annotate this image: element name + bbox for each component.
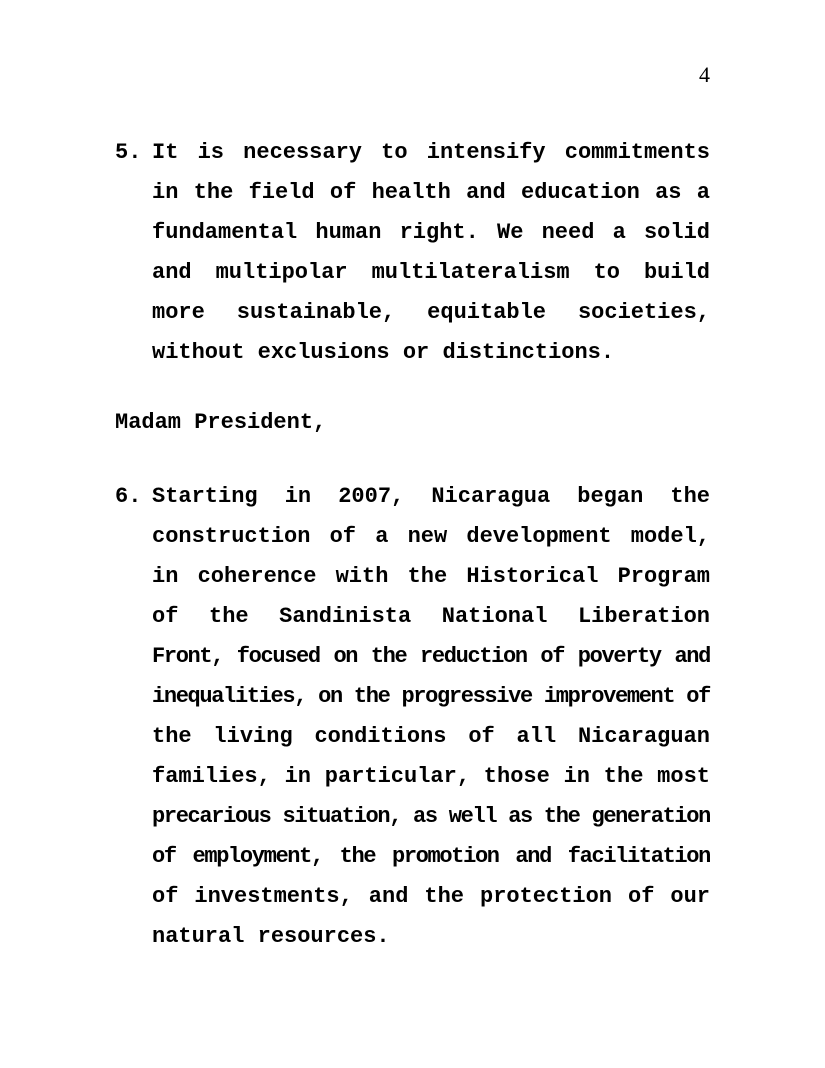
text-line: in coherence with the Historical Program xyxy=(152,564,710,589)
salutation: Madam President, xyxy=(115,410,327,435)
text-line: Front, focused on the reduction of poverty and xyxy=(152,644,710,669)
paragraph-5 xyxy=(115,133,710,373)
text-line: inequalities, on the progressive improvement of xyxy=(152,684,710,709)
paragraph-6-lines xyxy=(152,477,710,957)
text-line: families, in particular, those in the most xyxy=(152,764,710,789)
paragraph-6-marker: 6. xyxy=(115,484,142,509)
text-line: in the field of health and education as a xyxy=(152,180,710,205)
text-line: It is necessary to intensify commitments xyxy=(152,140,710,165)
text-line: fundamental human right. We need a solid xyxy=(152,220,710,245)
text-line: without exclusions or distinctions. xyxy=(152,340,615,365)
text-line: of the Sandinista National Liberation xyxy=(152,604,710,629)
text-line: more sustainable, equitable societies, xyxy=(152,300,710,325)
text-line: precarious situation, as well as the generation xyxy=(152,804,710,829)
text-line: and multipolar multilateralism to build xyxy=(152,260,710,285)
text-line: of employment, the promotion and facilitation xyxy=(152,844,710,869)
paragraph-5-marker: 5. xyxy=(115,140,142,165)
text-line: the living conditions of all Nicaraguan xyxy=(152,724,710,749)
paragraph-5-lines xyxy=(152,133,710,373)
text-line: natural resources. xyxy=(152,924,390,949)
page-number: 4 xyxy=(699,62,710,87)
text-line: of investments, and the protection of our xyxy=(152,884,710,909)
text-line: Starting in 2007, Nicaragua began the xyxy=(152,484,710,509)
paragraph-6 xyxy=(115,477,710,957)
text-line: construction of a new development model, xyxy=(152,524,710,549)
